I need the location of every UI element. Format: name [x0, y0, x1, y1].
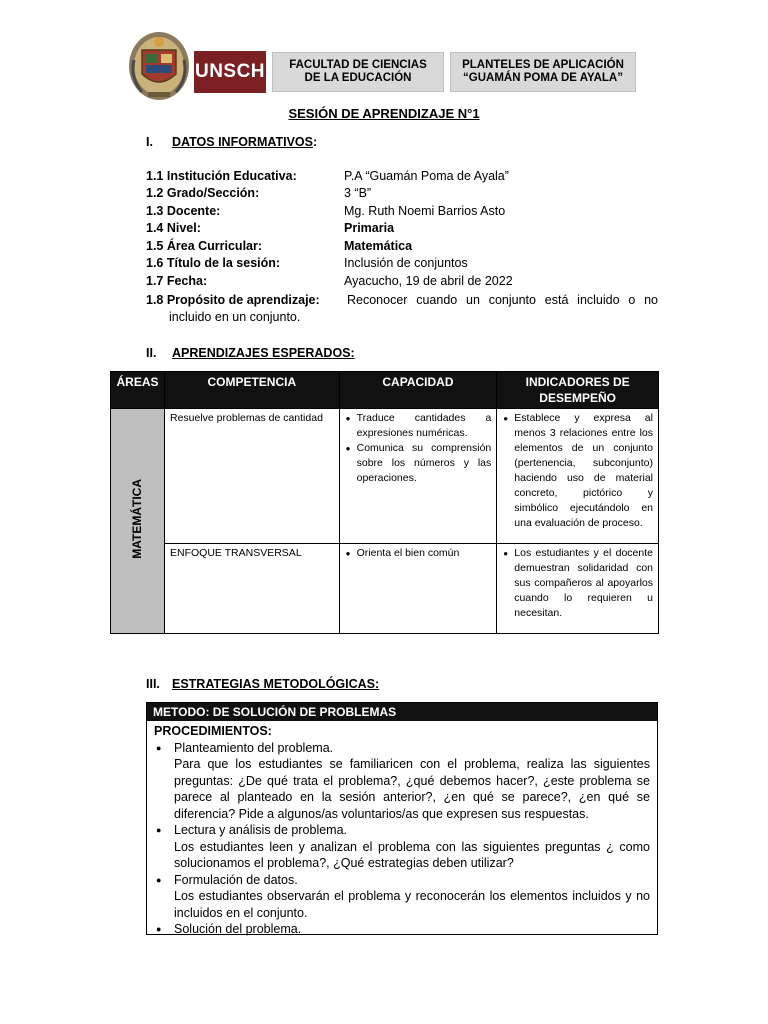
school-box	[450, 52, 636, 92]
capacidad-cell	[339, 409, 497, 544]
area-cell	[111, 409, 165, 634]
section-2-number: II.	[146, 346, 157, 360]
section-3-heading	[146, 677, 379, 691]
indicador-item: ● Los estudiantes y el docente demuestran solidaridad con sus compañeros al apoyarlos cuando lo requieren u necesitan.	[514, 546, 653, 621]
table-row	[111, 544, 659, 634]
section-1-number: I.	[146, 135, 153, 149]
info-label: 1.1 Institución Educativa:	[146, 169, 297, 183]
indicador-item: ● Establece y expresa al menos 3 relaciones entre los elementos de un conjunto (pertenencia, subconjunto) haciendo uso de material concreto, pictórico y simbólico ejecutándolo en una evaluación de proceso.	[514, 411, 653, 531]
info-value: Mg. Ruth Noemi Barrios Asto	[344, 204, 506, 218]
info-label: 1.6 Título de la sesión:	[146, 256, 281, 270]
section-1-title: DATOS INFORMATIVOS	[172, 135, 313, 149]
method-title: METODO: DE SOLUCIÓN DE PROBLEMAS	[147, 703, 657, 721]
faculty-line-1: FACULTAD DE CIENCIAS	[289, 59, 427, 71]
info-value: 3 “B”	[344, 186, 372, 200]
table-row	[111, 409, 659, 544]
table-header-row	[111, 372, 659, 409]
step-item	[174, 921, 650, 938]
info-label: 1.4 Nivel:	[146, 221, 201, 235]
header-indicadores: INDICADORES DE DESEMPEÑO	[497, 372, 659, 409]
purpose-label: 1.8 Propósito de aprendizaje:	[146, 293, 320, 307]
header-capacidad: CAPACIDAD	[339, 372, 497, 409]
section-3-title: ESTRATEGIAS METODOLÓGICAS:	[172, 677, 380, 691]
info-label: 1.3 Docente:	[146, 204, 221, 218]
info-value: Inclusión de conjuntos	[344, 256, 468, 270]
info-label: 1.2 Grado/Sección:	[146, 186, 260, 200]
unsch-logo: UNSCH	[194, 51, 266, 93]
competencies-table	[110, 371, 659, 634]
step-text: Los estudiantes leen y analizan el problema con las siguientes preguntas ¿ como solucionamos el problema?, ¿Qué estrategias deben utilizar?	[174, 839, 650, 870]
section-2-title: APRENDIZAJES ESPERADOS:	[172, 346, 355, 360]
capacidad-item: ● Orienta el bien común	[357, 546, 492, 561]
info-value: Ayacucho, 19 de abril de 2022	[344, 274, 513, 288]
step-title: ● Formulación de datos.	[174, 872, 298, 887]
header-areas: ÁREAS	[111, 372, 165, 409]
area-label: MATEMÁTICA	[129, 478, 144, 559]
info-row	[146, 221, 658, 238]
capacidad-item: ● Traduce cantidades a expresiones numéricas.	[357, 411, 492, 441]
step-title: ● Solución del problema.	[174, 922, 302, 936]
info-row	[146, 256, 658, 273]
competencia-cell: Resuelve problemas de cantidad	[164, 409, 339, 544]
procedimientos-label: PROCEDIMIENTOS:	[154, 724, 272, 738]
section-3-number: III.	[146, 677, 160, 691]
purpose-value-line-1: Reconocer cuando un conjunto está incluido o no	[347, 293, 658, 307]
school-line-1: PLANTELES DE APLICACIÓN	[462, 59, 624, 71]
step-text: Los estudiantes observarán el problema y reconocerán los elementos incluidos y no incluidos en el conjunto.	[174, 889, 650, 920]
capacidad-item: ● Comunica su comprensión sobre los números y las operaciones.	[357, 441, 492, 486]
purpose-row	[146, 292, 658, 324]
info-value: Primaria	[344, 221, 395, 235]
info-row	[146, 204, 658, 221]
step-title: ● Planteamiento del problema.	[174, 740, 334, 755]
info-label: 1.5 Área Curricular:	[146, 239, 263, 253]
info-row	[146, 239, 658, 256]
step-text: Para que los estudiantes se familiaricen con el problema, realiza las siguientes preguntas: ¿De qué trata el problema?, ¿qué debemos hacer?, ¿este problema se parece al planteado en la sesión anterior?, ¿en qué se parece?, ¿en qué se diferencia? Pide a algunos/as voluntarios/as que expresen sus respuestas.	[174, 757, 650, 821]
header-competencia: COMPETENCIA	[164, 372, 339, 409]
step-item	[174, 872, 650, 922]
section-1-heading	[146, 135, 317, 149]
university-seal-icon	[128, 30, 190, 102]
session-title: SESIÓN DE APRENDIZAJE N°1	[288, 106, 480, 121]
purpose-value-line-2: incluido en un conjunto.	[169, 310, 301, 324]
step-item	[174, 822, 650, 872]
enfoque-capacidad-cell	[339, 544, 497, 634]
section-2-heading	[146, 346, 355, 360]
info-row	[146, 274, 658, 291]
info-row	[146, 169, 658, 186]
faculty-line-2: DE LA EDUCACIÓN	[304, 72, 412, 84]
info-value: P.A “Guamán Poma de Ayala”	[344, 169, 509, 183]
enfoque-cell: ENFOQUE TRANSVERSAL	[164, 544, 339, 634]
method-box	[146, 702, 658, 935]
section-1-suffix: :	[312, 135, 318, 149]
info-label: 1.7 Fecha:	[146, 274, 208, 288]
indicador-cell	[497, 409, 659, 544]
enfoque-indicador-cell	[497, 544, 659, 634]
info-value: Matemática	[344, 239, 413, 253]
step-title: ● Lectura y análisis de problema.	[174, 823, 348, 837]
faculty-box	[272, 52, 444, 92]
info-row	[146, 186, 658, 203]
school-line-2: “GUAMÁN POMA DE AYALA”	[463, 72, 623, 84]
step-item	[174, 740, 650, 823]
